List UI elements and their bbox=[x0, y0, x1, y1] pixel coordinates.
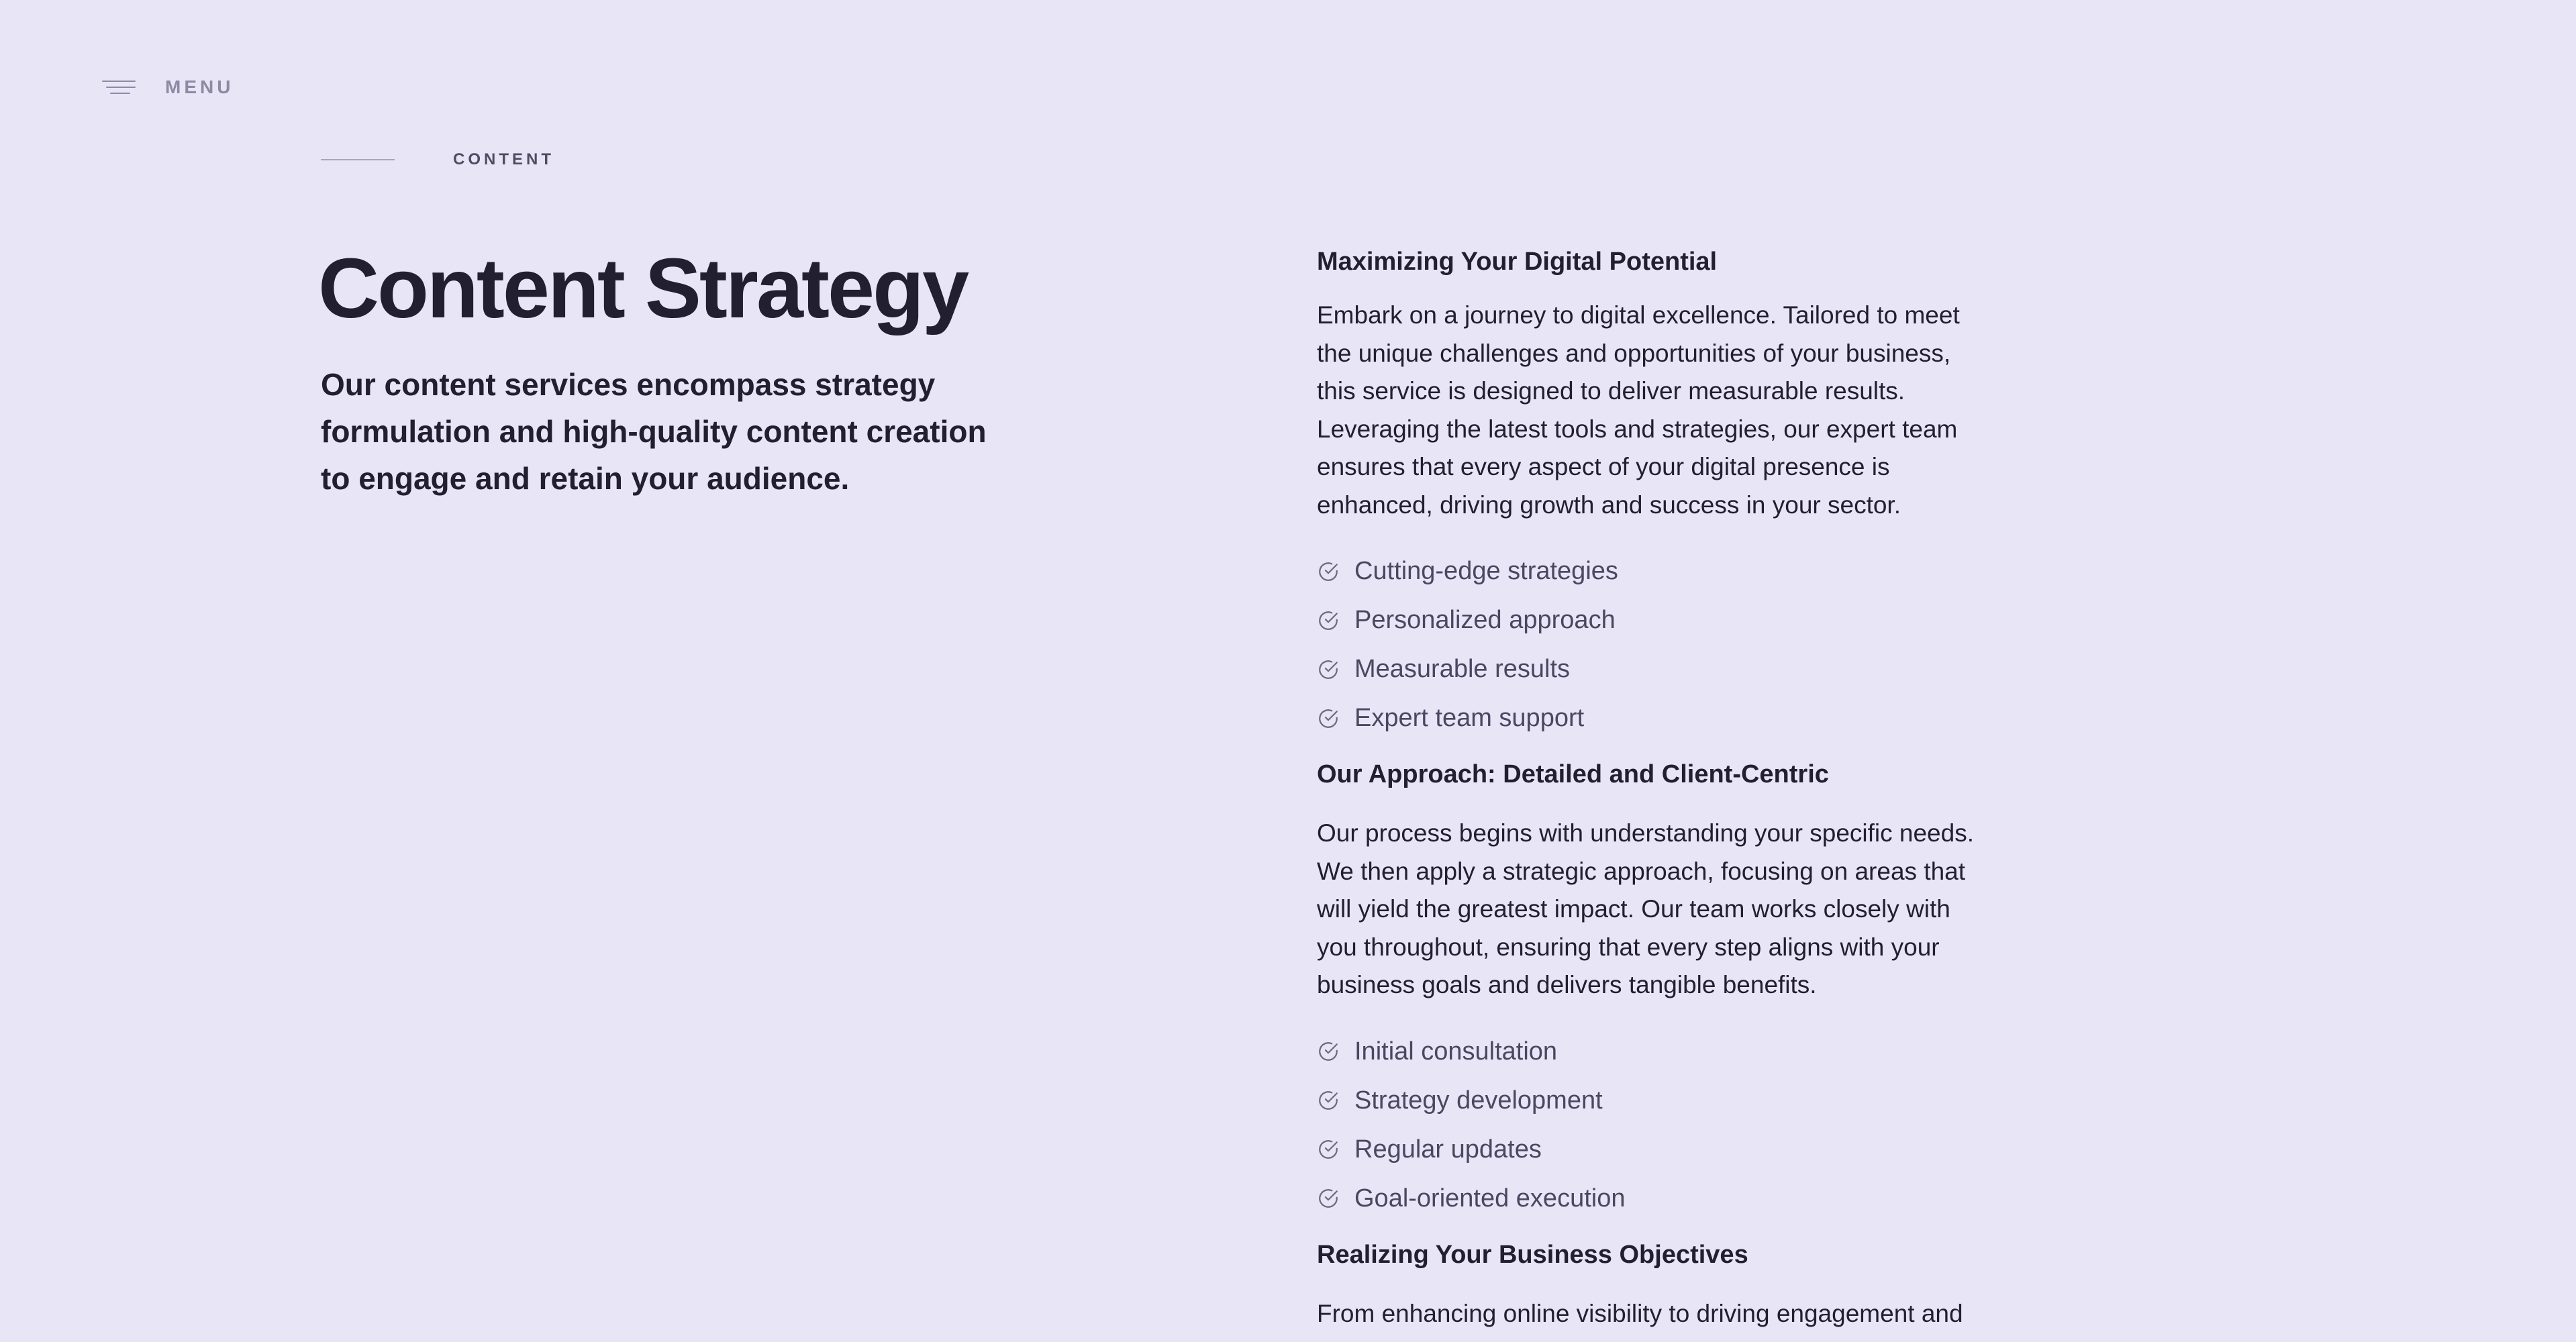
section-heading: Maximizing Your Digital Potential bbox=[1317, 248, 1718, 276]
section-heading: Our Approach: Detailed and Client-Centric bbox=[1317, 760, 1829, 788]
section-body: Embark on a journey to digital excellence. Tailored to meet the unique challenges and opportunities of your business, this service is designed to deliver measurable results. Leveraging the latest tools and strategies, our expert team ensures that every aspect of your digital presence is enhanced, driving growth and success in your sector. bbox=[1317, 301, 1960, 519]
list-item-label: Regular updates bbox=[1354, 1135, 1542, 1164]
check-circle-icon bbox=[1317, 707, 1340, 730]
list-item bbox=[1317, 645, 1988, 694]
list-item bbox=[1317, 1027, 1988, 1076]
list-item-label: Goal-oriented execution bbox=[1354, 1184, 1626, 1212]
menu-label[interactable]: MENU bbox=[165, 76, 234, 97]
check-circle-icon bbox=[1317, 1040, 1340, 1063]
section-body: Our process begins with understanding your specific needs. We then apply a strategic approach, focusing on areas that will yield the greatest impact. Our team works closely with you throughout, ensuring that every step aligns with your business goals and delivers tangible benefits. bbox=[1317, 819, 1974, 998]
section-divider bbox=[321, 159, 395, 160]
section-label bbox=[321, 150, 554, 169]
check-circle-icon bbox=[1317, 609, 1340, 632]
check-circle-icon bbox=[1317, 1089, 1340, 1112]
list-item-label: Expert team support bbox=[1354, 704, 1585, 732]
feature-list bbox=[1317, 1027, 1988, 1223]
check-circle-icon bbox=[1317, 658, 1340, 681]
check-circle-icon bbox=[1317, 560, 1340, 583]
hero-lead: Our content services encompass strategy formulation and high-quality content creation to engage and retain your audience. bbox=[321, 367, 987, 496]
list-item-label: Measurable results bbox=[1354, 655, 1571, 683]
hamburger-menu-icon[interactable] bbox=[102, 77, 136, 97]
section-body: From enhancing online visibility to driving engagement and bbox=[1317, 1299, 1963, 1327]
content-column bbox=[1317, 242, 1988, 1333]
list-item-label: Personalized approach bbox=[1354, 606, 1616, 634]
list-item bbox=[1317, 694, 1988, 743]
list-item-label: Initial consultation bbox=[1354, 1037, 1558, 1066]
list-item bbox=[1317, 547, 1988, 596]
section-heading: Realizing Your Business Objectives bbox=[1317, 1240, 1748, 1269]
list-item-label: Cutting-edge strategies bbox=[1354, 557, 1618, 585]
list-item bbox=[1317, 1174, 1988, 1223]
check-circle-icon bbox=[1317, 1187, 1340, 1210]
feature-list bbox=[1317, 547, 1988, 743]
list-item-label: Strategy development bbox=[1354, 1086, 1603, 1115]
list-item bbox=[1317, 596, 1988, 645]
list-item bbox=[1317, 1125, 1988, 1174]
section-label-text: CONTENT bbox=[453, 150, 554, 168]
page-title: Content Strategy bbox=[318, 241, 968, 336]
menu-button[interactable] bbox=[102, 74, 234, 101]
check-circle-icon bbox=[1317, 1138, 1340, 1161]
list-item bbox=[1317, 1076, 1988, 1125]
